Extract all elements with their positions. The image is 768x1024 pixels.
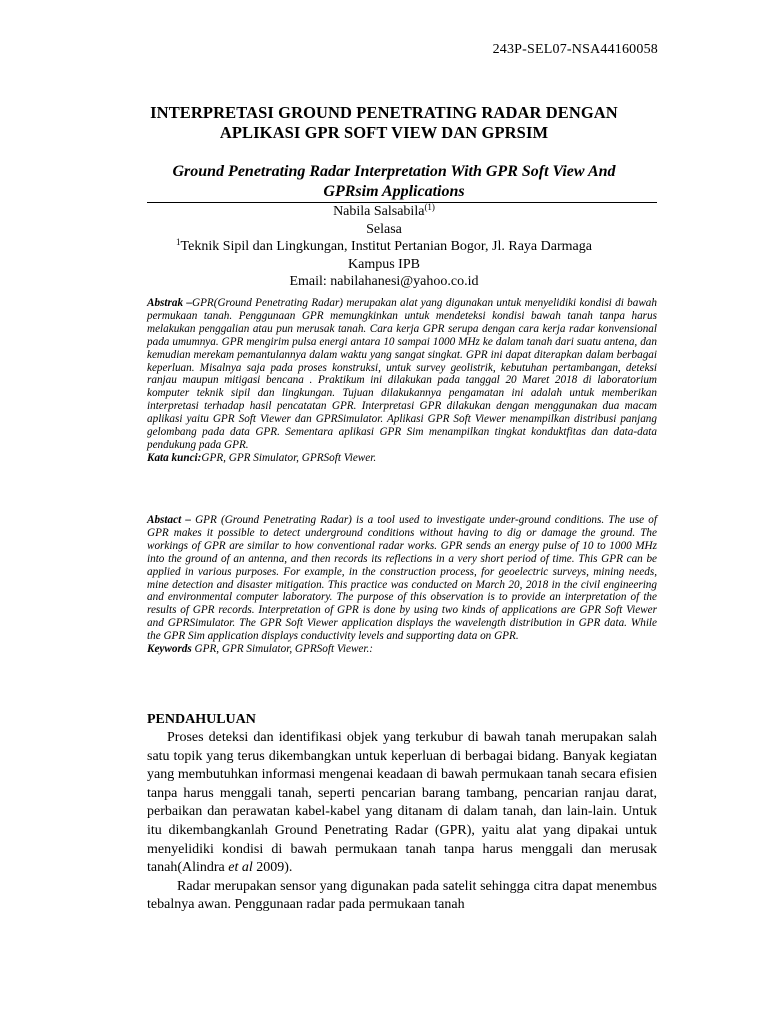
abstract-id-keywords-label: Kata kunci: — [147, 451, 202, 464]
author-affiliation-line-2: Kampus IPB — [348, 256, 420, 272]
author-name: Nabila Salsabila — [333, 204, 425, 219]
intro-paragraph-1-end: 2009). — [252, 860, 293, 876]
abstract-en-keywords-text: GPR, GPR Simulator, GPRSoft Viewer.: — [191, 643, 374, 656]
abstract-en-keywords — [147, 643, 657, 656]
abstract-id-label: Abstrak – — [147, 297, 192, 309]
author-day: Selasa — [366, 221, 402, 237]
abstract-english — [147, 514, 657, 656]
abstract-id-keywords-text: GPR, GPR Simulator, GPRSoft Viewer. — [201, 451, 377, 464]
paper-title-line-2: APLIKASI GPR SOFT VIEW DAN GPRSIM — [219, 123, 549, 142]
abstract-en-label: Abstact – — [147, 514, 191, 526]
intro-paragraph-1-text: Proses deteksi dan identifikasi objek yang terkubur di bawah tanah merupakan salah satu topik yang terus dikembangkan untuk keperluan di berbagai bidang. Banyak kegiatan yang membutuhkan informasi mengenai keadaan di bawah permukaan tanah secara efisien tanpa harus menggali tanah, seperti pencarian barang tambang, pencarian ranjau darat, perbaikan dan perawatan kabel-kabel yang ditanam di dalam tanah, dan lain-lain. Untuk itu dikembangkanlah Ground Penetrating Radar (GPR), yaitu alat yang dipakai untuk menyelidiki kondisi di bawah permukaan tanah tanpa harus menggali dan merusak tanah(Alindra — [147, 730, 657, 876]
abstract-id-text: GPR(Ground Penetrating Radar) merupakan alat yang digunakan untuk menyelidiki kondisi di bawah permukaan tanah. Penggunaan GPR memungkinkan untuk mendeteksi kondisi bawah tanah tanpa harus melakukan penggalian atau pun merusak tanah. Cara kerja GPR serupa dengan cara kerja radar konvensional pada umumnya. GPR mengirim pulsa energi antara 10 sampai 1000 MHz ke dalam tanah dari suatu antena, dan kemudian merekam pemantulannya dalam waktu yang sangat singkat. GPR ini dapat diterapkan dalam berbagai keperluan. Misalnya saja pada proses konstruksi, untuk survey geolistrik, kebutuhan pertambangan, deteksi ranjau maupun mitigasi bencana . Praktikum ini dilakukan pada tanggal 20 Maret 2018 di laboratorium komputer teknik sipil dan lingkungan. Tujuan dilakukannya pengamatan ini adalah untuk memberikan interpretasi terhadap hasil pencatatan GPR. Interpretasi GPR dilakukan dengan menggunakan dua macam aplikasi yaitu GPR Soft Viewer dan GPRSimulator. Aplikasi GPR Soft Viewer menampilkan distribusi panjang gelombang pada data GPR. Sementara aplikasi GPR Sim menampilkan tingkat konduktfitas dan data-data pendukung pada GPR. — [147, 297, 657, 451]
intro-paragraph-2: Radar merupakan sensor yang digunakan pada satelit sehingga citra dapat menembus tebalnya awan. Penggunaan radar pada permukaan tanah — [147, 878, 657, 913]
paper-subtitle-line-1: Ground Penetrating Radar Interpretation With GPR Soft View And — [172, 163, 616, 180]
abstract-en-keywords-label: Keywords — [147, 643, 192, 656]
intro-citation-etal: et al — [228, 860, 253, 876]
section-heading: PENDAHULUAN — [147, 712, 256, 727]
author-superscript: (1) — [424, 202, 435, 212]
section-introduction — [147, 711, 657, 915]
intro-paragraph-1 — [147, 729, 657, 878]
paper-subtitle-line-2: GPRsim Applications — [323, 183, 465, 200]
author-affiliation-line-1 — [110, 238, 658, 256]
paper-title — [110, 103, 658, 143]
affiliation-superscript: 1 — [176, 237, 181, 247]
author-block — [110, 203, 658, 291]
abstract-id-keywords — [147, 452, 657, 465]
paper-title-line-1: INTERPRETASI GROUND PENETRATING RADAR DENGAN — [150, 103, 618, 122]
abstract-indonesian — [147, 297, 657, 465]
author-email: Email: nabilahanesi@yahoo.co.id — [289, 274, 479, 289]
affiliation-text: Teknik Sipil dan Lingkungan, Institut Pertanian Bogor, Jl. Raya Darmaga — [180, 239, 592, 254]
paper-subtitle — [120, 162, 668, 202]
abstract-en-text: GPR (Ground Penetrating Radar) is a tool used to investigate under-ground conditions. The use of GPR makes it possible to detect underground conditions without having to dig or damage the ground. The workings of GPR are similar to how conventional radar works. GPR sends an energy pulse of 10 to 1000 MHz into the ground of an antenna, and then records its reflections in a very short period of time. This GPR can be applied in various purposes. For example, in the construction process, for geoelectric surveys, mining needs, mine detection and disaster mitigation. This practice was conducted on March 20, 2018 in the civil engineering and environmental computer laboratory. The purpose of this observation is to provide an interpretation of the results of GPR records. Interpretation of GPR is done by using two kinds of applications are GPR Soft Viewer and GPRSimulator. The GPR Soft Viewer application displays the wavelength distribution in GPR data. While the GPR Sim application displays conductivity levels and supporting data on GPR. — [147, 514, 658, 643]
author-name-line — [110, 203, 658, 221]
document-code: 243P-SEL07-NSA44160058 — [492, 42, 658, 57]
